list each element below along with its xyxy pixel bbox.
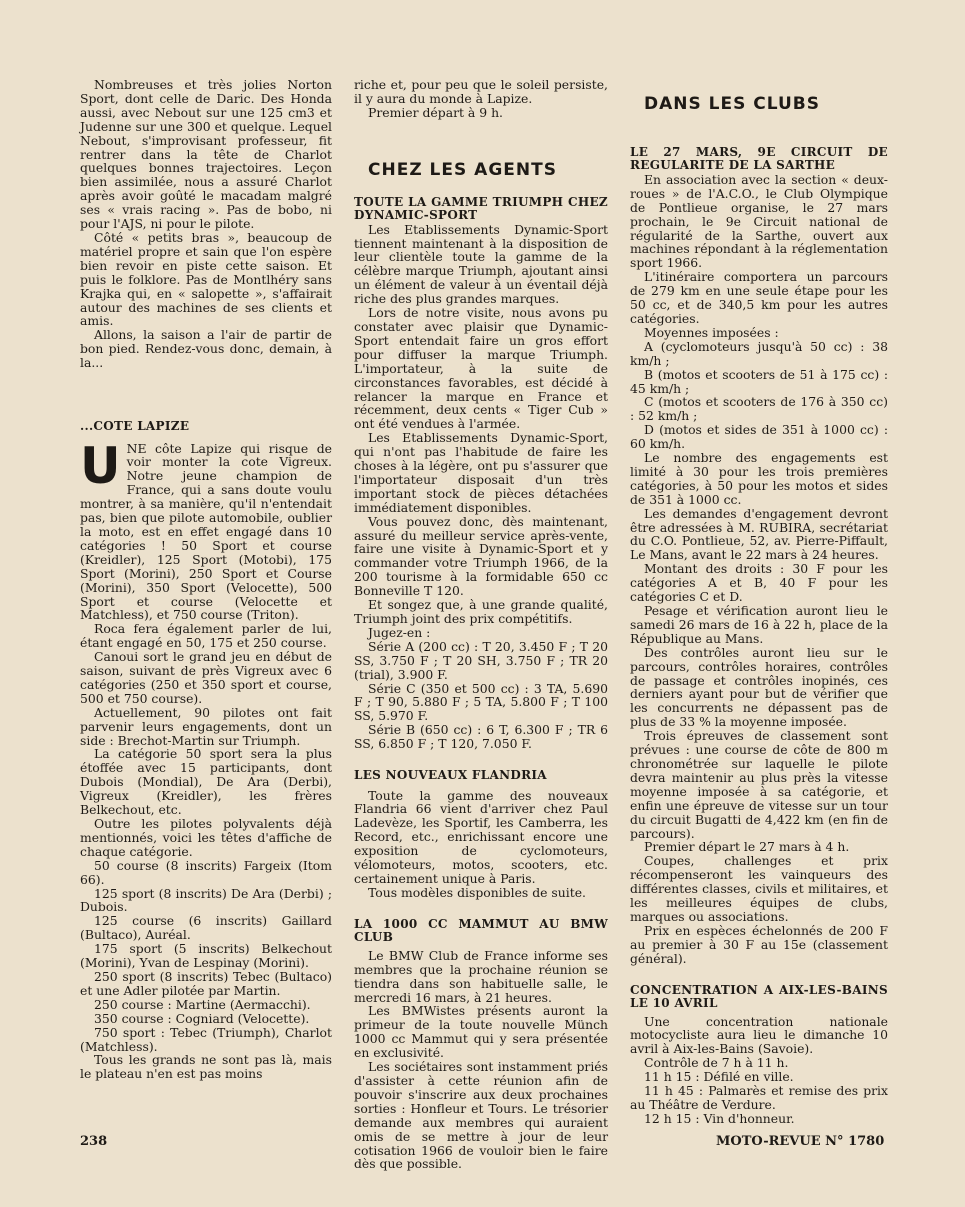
article-paragraph: Jugez-en :	[368, 624, 431, 640]
article-paragraph: Premier départ le 27 mars à 4 h.	[644, 839, 850, 855]
article-paragraph: Côté « petits bras », beaucoup de matériel propre et sain que l'on espère bien revoir en piste cette saison. Et puis le folklore. Pas de Montlhéry sans Krajka qui, en « salopette », s'affairait autour des machines de ses clients et amis.	[80, 229, 332, 329]
article-paragraph: Trois épreuves de classement sont prévues : une course de côte de 800 m chronométrée sur laquelle le pilote devra maintenir au plus près la vitesse moyenne imposée à sa catégorie, et enfin une épreuve de vitesse sur un tour du circuit Bugatti de 4,422 km (en fin de parcours).	[630, 728, 888, 841]
article-paragraph: Tous modèles disponibles de suite.	[368, 884, 586, 900]
column-middle	[354, 78, 608, 1171]
article-paragraph: La catégorie 50 sport sera la plus étoffée avec 15 participants, dont Dubois (Mondial), De Ara (Derbi), Vigreux (Kreidler), les frères Belkechout, etc.	[80, 746, 332, 818]
category-entry: 350 course : Cogniard (Velocette).	[94, 1010, 310, 1026]
article-paragraph: Roca fera également parler de lui, étant engagé en 50, 175 et 250 course.	[80, 621, 332, 651]
price-list-serie-b: Série B (650 cc) : 6 T, 6.300 F ; TR 6 SS, 6.850 F ; T 120, 7.050 F.	[354, 722, 608, 752]
section-title-flandria: LES NOUVEAUX FLANDRIA	[354, 768, 547, 783]
column-right	[630, 78, 888, 1126]
article-paragraph: Canoui sort le grand jeu en début de saison, suivant de près Vigreux avec 6 catégories (250 et 350 sport et course, 500 et 750 course).	[80, 649, 332, 706]
article-paragraph: Les Etablissements Dynamic-Sport tiennent maintenant à la disposition de leur clientèle toute la gamme de la célèbre marque Triumph, ajoutant ainsi un élément de valeur à un éventail déjà riche des plus grandes marques.	[354, 221, 608, 307]
article-paragraph: Les BMWistes présents auront la primeur de la toute nouvelle Münch 1000 cc Mammut qui y sera présentée en exclusivité.	[354, 1003, 608, 1061]
article-paragraph: Pesage et vérification auront lieu le samedi 26 mars de 16 à 22 h, place de la République au Mans.	[630, 603, 888, 646]
article-paragraph: Coupes, challenges et prix récompenseront les vainqueurs des différentes classes, civils et militaires, et les meilleures équipes de clubs, marques ou associations.	[630, 853, 888, 924]
page-number: 238	[80, 1134, 108, 1149]
category-entry: 50 course (8 inscrits) Fargeix (Itom 66).	[80, 857, 332, 887]
article-paragraph: Et songez que, à une grande qualité, Triumph joint des prix compétitifs.	[354, 597, 608, 626]
article-paragraph: riche et, pour peu que le soleil persiste, il y aura du monde à Lapize.	[354, 77, 608, 106]
article-paragraph: Tous les grands ne sont pas là, mais le plateau n'en est pas moins	[80, 1052, 332, 1082]
article-paragraph: Montant des droits : 30 F pour les catégories A et B, 40 F pour les catégories C et D.	[630, 561, 888, 605]
category-entry: 750 sport : Tebec (Triumph), Charlot (Matchless).	[80, 1024, 332, 1054]
article-paragraph: Premier départ à 9 h.	[368, 104, 503, 120]
drop-cap: U	[80, 436, 121, 495]
banner-dans-les-clubs: DANS LES CLUBS	[644, 94, 820, 114]
average-speed-entry: C (motos et scooters de 176 à 350 cc) : 52 km/h ;	[630, 394, 888, 424]
section-title-cote-lapize: ...COTE LAPIZE	[80, 419, 190, 434]
category-entry: 125 sport (8 inscrits) De Ara (Derbi) ; Dubois.	[80, 885, 332, 915]
section-title-bmw-club: LA 1000 CC MAMMUT AU BMW CLUB	[354, 916, 608, 945]
magazine-footer: MOTO-REVUE N° 1780	[716, 1134, 885, 1149]
average-speed-entry: B (motos et scooters de 51 à 175 cc) : 45 km/h ;	[630, 366, 888, 396]
category-entry: 125 course (6 inscrits) Gaillard (Bultaco), Auréal.	[80, 913, 332, 943]
average-speed-entry: D (motos et sides de 351 à 1000 cc) : 60 km/h.	[630, 422, 888, 452]
category-entry: 175 sport (5 inscrits) Belkechout (Morini), Yvan de Lespinay (Morini).	[80, 941, 332, 971]
schedule-entry: 11 h 15 : Défilé en ville.	[644, 1069, 794, 1085]
column-left	[80, 78, 332, 1081]
article-paragraph: Le nombre des engagements est limité à 30 pour les trois premières catégories, à 50 pour les motos et sides de 351 à 1000 cc.	[630, 450, 888, 507]
article-paragraph: Prix en espèces échelonnés de 200 F au premier à 30 F au 15e (classement général).	[630, 922, 888, 966]
schedule-entry: 11 h 45 : Palmarès et remise des prix au Théâtre de Verdure.	[630, 1083, 888, 1112]
article-paragraph: L'itinéraire comportera un parcours de 279 km en une seule étape pour les 50 cc, et de 340,5 km pour les autres catégories.	[630, 269, 888, 326]
article-paragraph: Actuellement, 90 pilotes ont fait parvenir leurs engagements, dont un side : Brechot-Martin sur Triumph.	[80, 704, 332, 748]
article-paragraph: Lors de notre visite, nous avons pu constater avec plaisir que Dynamic-Sport entendait faire un gros effort pour diffuser la marque Triumph. L'importateur, à la suite de circonstances favorables, est décidé à relancer la marque en France et récemment, deux cents « Tiger Cub » ont été vendues à l'armée.	[354, 305, 608, 432]
price-list-serie-c: Série C (350 et 500 cc) : 3 TA, 5.690 F ; T 90, 5.880 F ; 5 TA, 5.800 F ; T 100 SS, 5.970 F.	[354, 680, 608, 724]
article-paragraph: Une concentration nationale motocycliste aura lieu le dimanche 10 avril à Aix-les-Bains (Savoie).	[630, 1013, 888, 1057]
article-paragraph: Le BMW Club de France informe ses membres que la prochaine réunion se tiendra dans son habituelle salle, le mercredi 16 mars, à 21 heures.	[354, 947, 608, 1005]
article-paragraph: Outre les pilotes polyvalents déjà mentionnés, voici les têtes d'affiche de chaque catégorie.	[80, 816, 332, 859]
article-paragraph: En association avec la section « deux-roues » de l'A.C.O., le Club Olympique de Pontlieue organise, le 27 mars prochain, le 9e Circuit national de régularité de la Sarthe, ouvert aux machines répondant à la réglementation sport 1966.	[630, 171, 888, 271]
article-paragraph: Des contrôles auront lieu sur le parcours, contrôles horaires, contrôles de passage et contrôles inopinés, ces derniers ayant pour but de vérifier que les concurrents ne dépassent pas de plus de 33 % la moyenne imposée.	[630, 644, 888, 730]
article-paragraph: Les sociétaires sont instamment priés d'assister à cette réunion afin de pouvoir s'inscrire aux deux prochaines sorties : Honfleur et Tours. Le trésorier demande aux membres qui auraient omis de se mettre à jour de leur cotisation 1966 de vouloir bien le faire dès que possible.	[354, 1059, 608, 1172]
section-title-circuit-sarthe: LE 27 MARS, 9E CIRCUIT DE REGULARITE DE LA SARTHE	[630, 144, 888, 173]
article-paragraph: Nombreuses et très jolies Norton Sport, dont celle de Daric. Des Honda aussi, avec Nebout sur une 125 cm3 et Judenne sur une 300 et quelque. Lequel Nebout, s'improvisant professeur, fit rentrer dans la tête de Charlot quelques bonnes trajectoires. Leçon bien assimilée, nous a assuré Charlot après avoir goûté le macadam malgré ses « vrais racing ». Pas de bobo, ni pour l'AJS, ni pour le pilote.	[80, 77, 332, 232]
article-paragraph: Allons, la saison a l'air de partir de bon pied. Rendez-vous donc, demain, à la...	[80, 327, 332, 371]
average-speed-entry: A (cyclomoteurs jusqu'à 50 cc) : 38 km/h ;	[630, 338, 888, 368]
article-paragraph: Les Etablissements Dynamic-Sport, qui n'ont pas l'habitude de faire les choses à la légère, ont pu s'assurer que l'importateur disposait d'un très important stock de pièces détachées immédiatement disponibles.	[354, 430, 608, 515]
lead-text: NE côte Lapize qui risque de voir monter la cote Vigreux. Notre jeune champion de France, qui a sans doute voulu montrer, à sa manière, qu'il n'entendait pas, bien que pilote automobile, oublier la moto, est en effet engagé dans 10 catégories ! 50 Sport et course (Kreidler), 125 Sport (Motobi), 175 Sport (Morini), 250 Sport et Course (Morini), 350 Sport (Velocette), 500 Sport et course (Velocette et Matchless), et 750 course (Triton).	[80, 440, 332, 623]
price-list-serie-a: Série A (200 cc) : T 20, 3.450 F ; T 20 SS, 3.750 F ; T 20 SH, 3.750 F ; TR 20 (trial), 3.900 F.	[354, 638, 608, 682]
article-paragraph: Les demandes d'engagement devront être adressées à M. RUBIRA, secrétariat du C.O. Pontlieue, 52, av. Pierre-Piffault, Le Mans, avant le 22 mars à 24 heures.	[630, 505, 888, 563]
article-lead-paragraph	[80, 436, 332, 623]
category-entry: 250 sport (8 inscrits) Tebec (Bultaco) et une Adler pilotée par Martin.	[80, 968, 332, 998]
article-paragraph: Moyennes imposées :	[644, 324, 779, 340]
article-paragraph: Toute la gamme des nouveaux Flandria 66 vient d'arriver chez Paul Ladevèze, les Sportif, les Camberra, les Record, etc., enrichissant encore une exposition de cyclomoteurs, vélomoteurs, motos, scooters, etc. certainement unique à Paris.	[354, 787, 608, 886]
article-paragraph: Vous pouvez donc, dès maintenant, assuré du meilleur service après-vente, faire une visite à Dynamic-Sport et y commander votre Triumph 1966, de la 200 tourisme à la formidable 650 cc Bonneville T 120.	[354, 513, 608, 599]
section-title-aix-les-bains: CONCENTRATION A AIX-LES-BAINS LE 10 AVRIL	[630, 982, 888, 1011]
schedule-entry: Contrôle de 7 h à 11 h.	[644, 1055, 789, 1071]
banner-chez-les-agents: CHEZ LES AGENTS	[368, 159, 557, 180]
section-title-triumph: TOUTE LA GAMME TRIUMPH CHEZ DYNAMIC-SPORT	[354, 194, 608, 223]
schedule-entry: 12 h 15 : Vin d'honneur.	[644, 1110, 795, 1126]
category-entry: 250 course : Martine (Aermacchi).	[94, 996, 311, 1012]
